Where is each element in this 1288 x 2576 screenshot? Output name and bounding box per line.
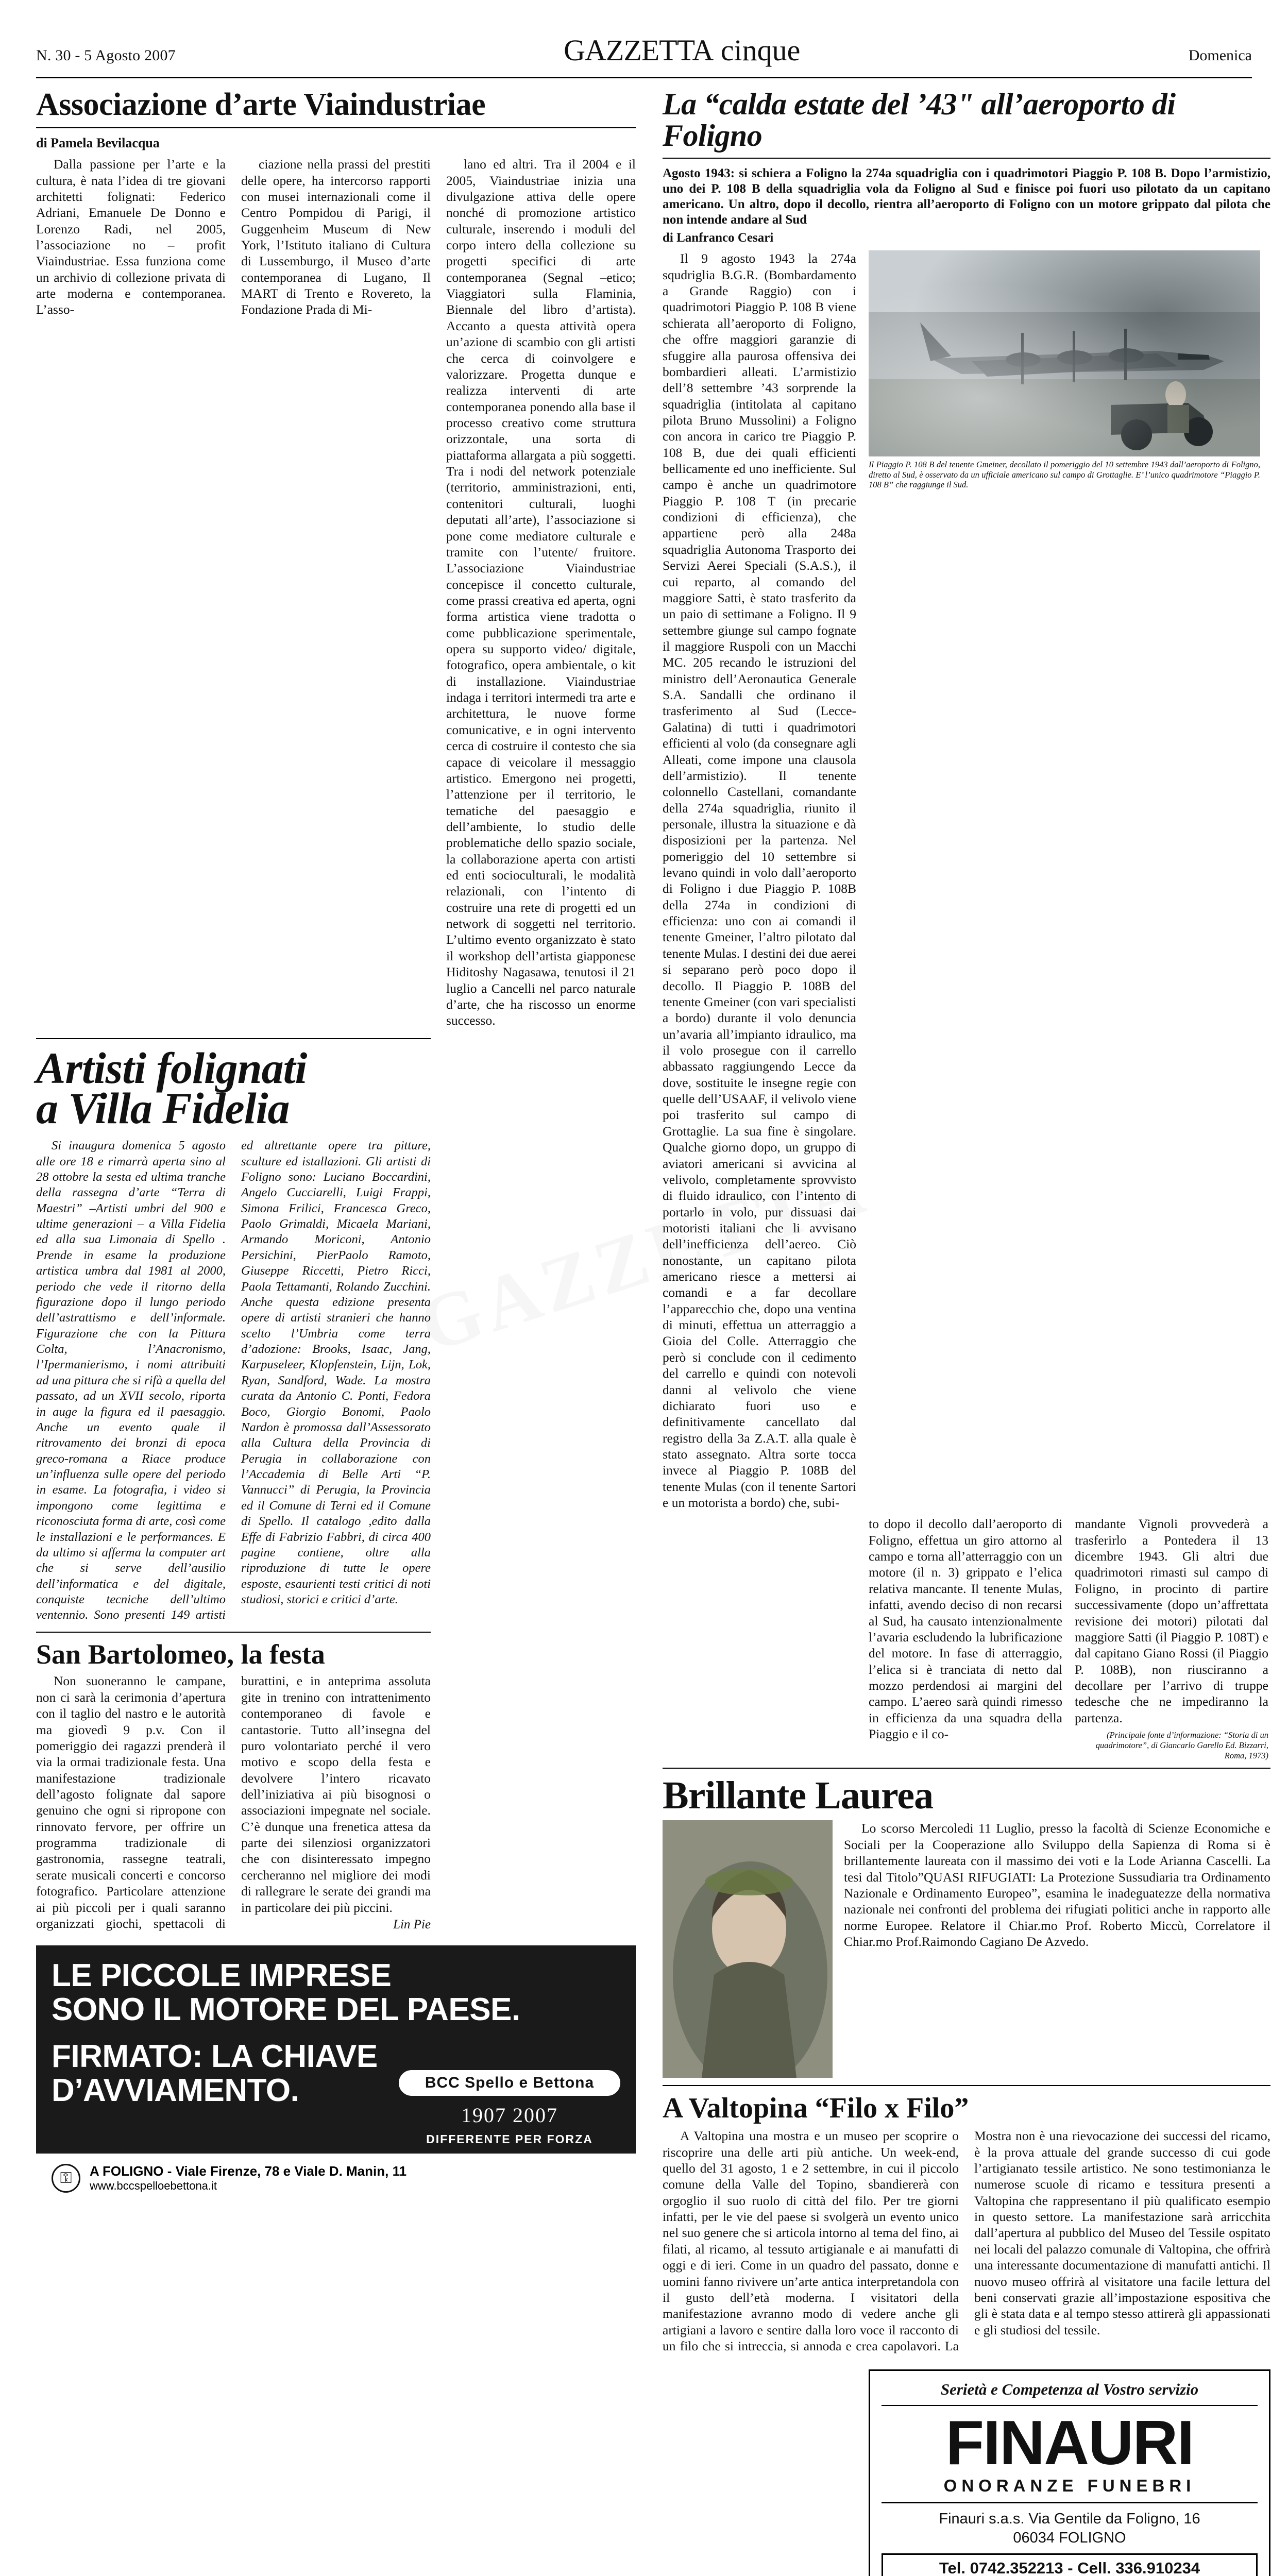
page-body (36, 87, 1270, 2576)
logo-main: GAZZETTA (564, 33, 714, 67)
bcc-logo-icon: BCC Spello e Bettona (399, 2070, 620, 2096)
divider (36, 1632, 431, 1633)
issue-number: N. 30 - 5 Agosto 2007 (36, 47, 176, 64)
newspaper-logo (564, 33, 800, 67)
viaindustriae-top-columns (36, 156, 636, 1028)
key-icon: ⚿ (52, 2164, 80, 2193)
valtopina-headline: A Valtopina “Filo x Filo” (663, 2092, 969, 2125)
viaindustriae-tail-column (446, 156, 636, 1028)
ad-bcc-line3: FIRMATO: LA CHIAVE (52, 2039, 378, 2075)
divider (36, 127, 636, 128)
right-column (663, 89, 1270, 2576)
ad-bcc-logo-block (399, 2070, 620, 2146)
masthead (36, 33, 1252, 75)
logo-secondary: cinque (720, 33, 801, 67)
artisti-body (36, 1138, 431, 1623)
valtopina-continued (663, 2357, 856, 2576)
article-brillante-laurea (663, 1776, 1270, 2078)
portrait-image (663, 1820, 833, 2078)
paragraph: to dopo il decollo dall’aeroporto di Foligno, effettua un giro attorno al campo e torna all’atterraggio con un motore (il n. 3) grippato e l’elica relativa mancante. Il tenente Mulas, infatti, avendo deciso di non recarsi al Sud, ha causato intenzionalmente l’avaria escludendo la lubrificazione del motore. In fase di atterraggio, l’elica si è tranciata di netto dal mozzo perdendosi ai margini del campo. L’aereo sarà quindi rimesso in efficienza da una squadra della Piaggio e il co- (869, 1516, 1062, 1742)
ad-bcc-url[interactable]: www.bccspelloebettona.it (90, 2179, 217, 2193)
photo-caption: Il Piaggio P. 108 B del tenente Gmeiner, decollato il pomeriggio del 10 settembre 1943 dall’aeroporto di Foligno, diretto al Sud, è osservato da un ufficiale americano sul campo di Grottaglie. E’ l’unico quadrimotore “Piaggio P. 108 B” che raggiunge il Sud. (869, 460, 1260, 490)
paragraph: lano ed altri. Tra il 2004 e il 2005, Viaindustriae inizia una divulgazione attiva delle opere nonché di promozione artistico culturale, inserendo i moduli del corpo intero della collezione su progetti specifici di arte contemporanea (Segnal –etico; Viaggiatori sulla Flaminia, Biennale del libro d’artista). Accanto a questa attività opera un’azione di scambio con gli artisti che cerca di coinvolgere e valorizzare. Progetta dunque e realizza interventi di arte contemporanea ponendo alla base il processo creativo come struttura orizzontale, una sorta di piattaforma allargata a più soggetti. Tra i nodi del network potenziale (territorio, amministrazioni, enti, contenitori culturali, luoghi deputati all’arte), l’associazione si pone come mediatore culturale e tramite con l’utente/ fruitore. L’associazione Viaindustriae concepisce il concetto culturale, come prassi creativa ed aperta, ogni forma artistica viene tradotta o come pubblicazione sperimentale, opera su supporto video/ digitale, fotografico, opera ambientale, o kit di installazione. Viaindustriae indaga i territori intermedi tra arte e architettura, le nuove forme comunicative, e in ogni intervento cerca di costruire il contesto che sia capace di veicolare il messaggio artistico. Emergono nei progetti, l’attenzione per il territorio, le tematiche del paesaggio e dell’ambiente, lo studio delle problematiche dello spazio sociale, la collaborazione aperta con artisti ed enti socioculturali, le modalità relazionali, con l’intento di costruire una rete di progetti ed un network di soggetti nel territorio. L’ultimo evento organizzato è stato il workshop dell’artista giapponese Hiditoshy Nagasawa, tenutosi il 21 luglio a Cancelli nel parco naturale d’arte, che ha riscosso un enorme successo. (446, 157, 636, 1028)
paragraph: Lo scorso Mercoledi 11 Luglio, presso la facoltà di Scienze Economiche e Sociali per la Cooperazione allo Sviluppo della Sapienza di Roma si è brillantemente laureata con il massimo dei voti e la Lode Arianna Cascelli. La tesi dal Titolo”QUASI RIFUGIATI: La Protezione Sussudiaria tra Ordinamento Nazionale e Ordinamento Europeo”, esamina le inadeguatezze della normativa nazionale nei confronti del problema dei rifugiati politici anche in rapporto alle norme Europee. Relatore il Chiar.mo Prof. Roberto Miccù, Correlatore il Chiar.mo Prof.Raimondo Cagiano De Azvedo. (844, 1821, 1270, 1949)
ad-bcc-line4: D’AVVIAMENTO. (52, 2073, 299, 2109)
ad-finauri-subtitle: ONORANZE FUNEBRI (943, 2476, 1196, 2496)
ad-bcc-address-block (90, 2163, 406, 2193)
left-lower-main (36, 1030, 431, 1932)
paragraph: A Valtopina una mostra e un museo per scoprire o riscoprire una delle arti più antiche. Un week-end, quello del 31 agosto, 1 e 2 settembre, in cui il piccolo comune della Valle del Topino, sbandiererà con orgoglio il suo ruolo di città del filo. Per tre giorni infatti, per le vie del paese si svolgerà un evento unico nel suo genere che si articola intorno al tema del fino, ai filati, al ricamo, al tessuto artigianale e ai manufatti di oggi e di ieri. Come in un quadro del passato, donne e uomini fanno rivivere un’arte antica interpretandola con il gusto dell’età moderna. I visitatori della manifestazione avranno modo di vedere anche gli artigiani a lavoro e sentire dalla loro voce il racconto di un filo che si intreccia, si annoda e crea capolavori. La Mostra non è una rievocazione dei successi del ricamo, è la prova attuale del grande successo di cui gode l’artigianato tessile artistico. Ne sono testimonianza le numerose scuole di ricamo e tessitura presenti a Valtopina che rappresentano il più qualificato esempio in questo settore. La manifestazione sarà arricchita dall’apertura al pubblico del Museo del Tessile ospitato nei locali del palazzo comunale di Valtopina, che offrirà una interessante documentazione di manufatti antichi. Il nuovo museo offrirà al visitatore una facile lettura del beni conservati grazie all’impostazione espositiva che gli è stata data e al tempo stesso attirerà gli appassionati e gli studiosi del tessile. (663, 2128, 1270, 2353)
estate43-top (663, 250, 1270, 1511)
ad-finauri[interactable] (869, 2369, 1270, 2576)
ad-finauri-brand: FINAURI (945, 2408, 1194, 2478)
estate43-occhiello: Agosto 1943: si schiera a Foligno la 274a squadriglia con i quadrimotori Piaggio P. 108 B. Dopo l’armistizio, uno dei P. 108 B della squadriglia vola da Foligno al Sud e finisce poi fuori uso pilotato da un capitano americano. Un altro, dopo il decollo, rientra all’aeroporto di Foligno con un motore grippato dal pilota che non intende andare al Sud (663, 166, 1270, 227)
sanbartolomeo-body (36, 1673, 431, 1931)
estate43-headline: La “calda estate del ’43" all’aeroporto di Foligno (663, 87, 1176, 153)
laurea-headline: Brillante Laurea (663, 1774, 934, 1818)
laurea-content (663, 1820, 1270, 2078)
left-column (36, 89, 636, 2576)
ad-bcc-tagline: DIFFERENTE PER FORZA (426, 2132, 593, 2146)
estate43-source-note: (Principale fonte d’informazione: “Storia di un quadrimotore”, di Giancarlo Garello Ed. Bizzarri, Roma, 1973) (1095, 1730, 1268, 1760)
viaindustriae-continued (446, 1030, 636, 1932)
ad-bcc-footer (36, 2154, 636, 2203)
paragraph: Si inaugura domenica 5 agosto alle ore 18 e rimarrà aperta sino al 28 ottobre la sesta ed ultima tranche della rassegna d’arte “Terra di Maestri” –Artisti umbri del 900 e ultime generazioni – a Villa Fidelia ed alla sua Limonaia di Spello . Prende in esame la produzione artistica umbra dal 1981 al 2000, periodo che vede il ritorno della figurazione dopo il lungo periodo dell’astrattismo e dell’informale. Figurazione che con la Pittura Colta, l’Anacronismo, l’Ipermanierismo, i nomi attribuiti ad una pittura che si rifà a quella del passato, ad un XVII secolo, riporta in auge la figura ed il paesaggio. Anche un evento quale il ritrovamento dei bronzi di epoca greco-romana a Riace produce un’influenza sulle opere del periodo in esame. La fotografia, i video si impongono come legittima e riconosciuta forma di arte, così come le installazioni e le performances. E da ultimo si afferma la computer art che si serve dell’ausilio dell’informatica e del digitale, conquiste tecniche dell’ultimo ventennio. Sono presenti 149 artisti ed altrettante opere tra pitture, sculture ed istallazioni. Gli artisti di Foligno sono: Luciano Boccardini, Angelo Cucciarelli, Luigi Frappi, Simona Frilici, Francesca Greco, Paolo Grimaldi, Micaela Mariani, Armando Moriconi, Antonio Persichini, PierPaolo Ramoto, Giuseppe Riccetti, Pietro Ricci, Paola Tettamanti, Rolando Zucchini. Anche questa edizione presenta opere di artisti stranieri che hanno scelto l’Umbria come terra d’adozione: Brooks, Isaac, Jang, Karpuseleer, Klopfenstein, Lijn, Lok, Ryan, Sandford, Wade. La mostra curata da Antonio C. Ponti, Fedora Boco, Giorgio Bonomi, Paolo Nardon è promossa dall’Assessorato alla Cultura della Provincia di Perugia in collaborazione con l’Accademia di Belle Arti “P. Vannucci” di Perugia, la Provincia ed il Comune di Terni ed il Comune di Spello. Il catalogo ,edito dalla Effe di Fabrizio Fabbri, di circa 400 pagine contiene, oltre alla riproduzione di tutte le opere esposte, esaurienti testi critici di noti studiosi, storici e critici d’arte. (36, 1139, 431, 1622)
article-artisti (36, 1043, 431, 1623)
sanbartolomeo-headline: San Bartolomeo, la festa (36, 1638, 325, 1670)
divider (663, 1768, 1270, 1769)
ad-bcc-address: A FOLIGNO - Viale Firenze, 78 e Viale D. Manin, 11 (90, 2163, 407, 2179)
viaindustriae-headline: Associazione d’arte Viaindustriae (36, 87, 486, 122)
valtopina-body (663, 2128, 1270, 2354)
estate43-photo-block (869, 250, 1260, 1511)
masthead-rule (36, 77, 1252, 78)
ad-bcc-line1: LE PICCOLE IMPRESE (52, 1957, 392, 1993)
ad-finauri-address-1: Finauri s.a.s. Via Gentile da Foligno, 16 (939, 2511, 1200, 2528)
left-lower-section (36, 1030, 636, 1932)
day-label: Domenica (1188, 47, 1252, 64)
ad-finauri-address-2: 06034 FOLIGNO (1013, 2529, 1126, 2546)
artisti-headline-line1: Artisti folignati (36, 1043, 307, 1093)
sanbartolomeo-signature: Lin Pie (393, 1917, 431, 1931)
paragraph: Il 9 agosto 1943 la 274a squdriglia B.G.R. (Bombardamento a Grande Raggio) con i quadrimotori Piaggio P. 108 B viene schierata all’aeroporto di Foligno, che offre maggiori garanzie di sfuggire alla paurosa offensiva dei bombardieri alleati. L’armistizio dell’8 settembre ’43 sorprende la squadriglia (intitolata al capitano pilota Bruno Mussolini) a Foligno con ancora in carico tre Piaggio P. 108 B, due dei quali efficienti bellicamente ed uno inefficiente. Sul campo è anche un quadrimotore Piaggio P. 108 T (in precarie condizioni di efficienza), che appartiene però alla 248a squadriglia Autonoma Trasporto dei Servizi Aerei Speciali (S.A.S.), il cui reparto, al comando del maggiore Satti, è stato trasferito da un paio di settimane a Foligno. Il 9 settembre giunge sul campo fognate il maggiore Ruspoli con un Macchi MC. 205 recando le istruzioni del ministro dell’Aeronautica Generale S.A. Sandalli che ordinano il trasferimento al Sud (Lecce-Galatina) di tutti i quadrimotori efficienti al volo (da consegnare agli Alleati, come impone una clausola dell’armistizio). Il tenente colonnello Castellani, comandante della 274a squadriglia, riunito il personale, illustra la situazione e dà disposizioni per la partenza. Nel pomeriggio del 10 settembre si levano quindi in volo dall’aeroporto di Foligno i due Piaggio P. 108B della 274a in condizioni di efficienza: uno con ai comandi il tenente Gmeiner, l’altro pilotato dal tenente Mulas. I destini dei due aerei si separano però poco dopo il decollo. Il Piaggio P. 108B del tenente Gmeiner (con vari specialisti a bordo) durante il volo denuncia un’avaria all’impianto idraulico, ma il volo prosegue con il carrello abbassato raggiungendo Lecce da dove, sostituite le insegne regie con quelle dell’USAAF, il velivolo viene poi trasferito sul campo di Grottaglie. La sua fine è singolare. Qualche giorno dopo, un gruppo di aviatori americani si avvicina al velivolo, completamente sprovvisto di fluido idraulico, con l’intento di portarlo in volo, pur dissuasi dai motoristi italiani che li avvisano dell’inefficienza dell’aereo. Ciò nonostante, un capitano pilota americano riesce a mettersi ai comandi e a far decollare l’apparecchio che, dopo una ventina di minuti, effettua un atterraggio a Gioia del Colle. Atterraggio che però si conclude con il cedimento del carrello e quindi con notevoli danni al velivolo che viene dichiarato fuori uso e definitivamente cancellato dal registro della 3a Z.A.T. alla quale è stato assegnato. Altra sorte tocca invece al Piaggio P. 108B del tenente Mulas (con il tenente Sartori e un motorista a bordo) che, subi- (663, 251, 856, 1511)
divider (882, 2502, 1258, 2503)
photo-graduate (663, 1820, 833, 2078)
ad-finauri-service-line: Serietà e Competenza al Vostro servizio (882, 2380, 1258, 2406)
estate43-col1-spacer (663, 1516, 856, 1760)
divider (663, 158, 1270, 159)
paragraph: Dalla passione per l’arte e la cultura, è nata l’idea di tre giovani architetti folignati: Federico Adriani, Emanuele De Donno e Lorenzo Radi, nel 2005, l’associazione no – profit Viaindustriae. Essa funziona come un archivio di collezione privata di arte moderna e contemporanea. L’asso- (36, 157, 226, 317)
estate43-byline: di Lanfranco Cesari (663, 231, 774, 245)
ad-finauri-phone: Tel. 0742.352213 - Cell. 336.910234 (882, 2553, 1258, 2576)
divider (36, 1038, 431, 1039)
airplane-illustration (869, 250, 1260, 456)
estate43-bottom (663, 1516, 1270, 1760)
artisti-headline-line2: a Villa Fidelia (36, 1083, 290, 1133)
ad-bcc-line2: SONO IL MOTORE DEL PAESE. (52, 1991, 520, 2027)
paragraph: mandante Vignoli provvederà a trasferirlo a Pontedera il 13 dicembre 1943. Gli altri due quadrimotori rimasti sul campo di Foligno, in procinto di partire successivamente (dopo un’affrettata revisione dei motori) pilotati dal maggiore Satti (il Piaggio P. 108T) e dal capitano Giano Rossi (il Piaggio P. 108B), non riusciranno a decollare per l’arrivo di truppe tedesche che ne impediranno la partenza. (1075, 1516, 1268, 1725)
divider (663, 2085, 1270, 2086)
viaindustriae-byline: di Pamela Bevilacqua (36, 135, 160, 151)
ad-bcc-years: 1907 2007 (461, 2103, 558, 2127)
right-bottom-row (663, 2357, 1270, 2576)
article-viaindustriae (36, 89, 636, 1029)
article-valtopina (663, 2093, 1270, 2354)
article-sanbartolomeo (36, 1640, 431, 1932)
paragraph: ciazione nella prassi del prestiti delle opere, ha intercorso rapporti con musei internazionali come il Centro Pompidou di Parigi, il Guggenheim Museum di New York, l’Istituto italiano di Cultura di Lussemburgo, il Museo d’arte contemporanea di Lugano, Il MART di Trento e Rovereto, la Fondazione Prada di Mi- (241, 157, 431, 317)
paragraph: Non suoneranno le campane, non ci sarà la cerimonia d’apertura con il taglio del nastro e le autorità ma giovedì 9 p.v. Con il pomeriggio dei ragazzi prenderà il via la ormai tradizionale festa. Una manifestazione tradizionale dell’agosto folignate dal sapore genuino che ogni si ripropone con rinnovato fervore, per offrire un programma tradizionale di gastronomia, rassegne teatrali, serate musicali concerti e concorso fotografico. Particolare attenzione ai più piccoli per i quali saranno organizzati giochi, spettacoli di burattini, e in anteprima assoluta gite in trenino con intrattenimento contemporaneo di favole e cantastorie. Tutto all’insegna del puro volontariato perché il vero motivo e scopo della festa e devolvere l’intero ricavato dell’iniziativa ai più bisognosi o associazioni impegnate nel sociale. C’è dunque una frenetica attesa da parte dei silenziosi organizzatori che con disinteressato impegno cercheranno nel migliore dei modi di rallegrare le serate dei grandi ma in particolare dei più piccini. (36, 1673, 431, 1931)
photo-piaggio-p108b (869, 250, 1260, 456)
ad-bcc[interactable] (36, 1945, 636, 2203)
